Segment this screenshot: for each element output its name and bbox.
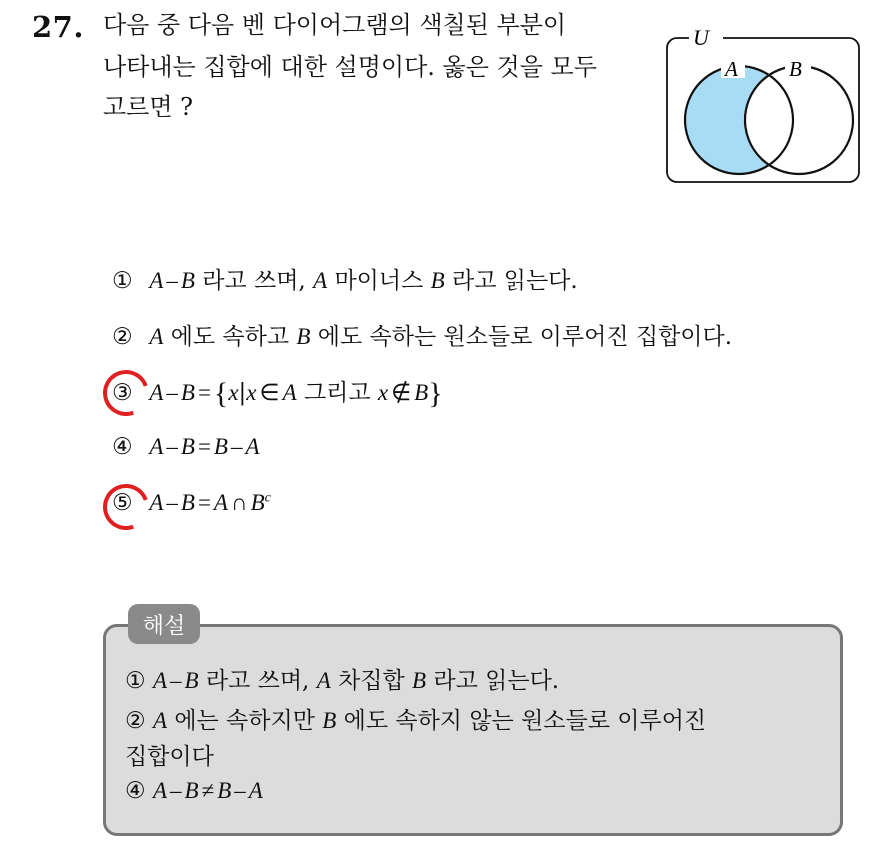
- math-var: A: [282, 380, 297, 405]
- choice-marker: ⑤: [112, 490, 133, 516]
- choice-text: 마이너스: [334, 268, 424, 294]
- math-var: A: [316, 668, 331, 693]
- choice-text: 라고 읽는다.: [452, 268, 578, 294]
- math-op: |: [238, 380, 247, 406]
- math-op: =: [197, 434, 211, 459]
- explanation-text: 에는 속하지만: [174, 708, 315, 734]
- math-var: B: [414, 380, 429, 405]
- math-var: x: [377, 380, 389, 405]
- math-var: A: [149, 490, 164, 515]
- math-op: –: [230, 434, 243, 459]
- choice-marker: ②: [125, 708, 146, 734]
- explanation-title: 해설: [128, 604, 200, 644]
- math-var: B: [180, 490, 195, 515]
- question-text-line-3: 고르면 ?: [103, 93, 194, 121]
- choice-text: 에도 속하고: [170, 324, 290, 350]
- choice-marker: ③: [112, 380, 133, 406]
- math-var: B: [412, 668, 427, 693]
- math-var: B: [296, 324, 311, 349]
- choice-4[interactable]: [112, 434, 260, 460]
- math-op: –: [166, 490, 178, 515]
- math-var: x: [246, 380, 257, 405]
- math-var: B: [217, 778, 232, 803]
- question-number: 27.: [32, 10, 84, 44]
- math-op: –: [166, 380, 178, 405]
- math-var: B: [180, 380, 195, 405]
- explanation-text: 차집합: [338, 668, 405, 694]
- question-text-line-2: 나타내는 집합에 대한 설명이다. 옳은 것을 모두: [103, 53, 597, 81]
- choice-marker: ④: [125, 778, 146, 804]
- math-var: A: [149, 268, 164, 293]
- set-a-label: A: [725, 57, 738, 81]
- explanation-text: 라고 읽는다.: [433, 668, 560, 694]
- math-superscript: c: [264, 490, 271, 506]
- math-op: ∩: [230, 490, 248, 515]
- math-var: B: [184, 778, 199, 803]
- explanation-text: 집합이다: [125, 744, 214, 770]
- math-op: ∉: [391, 380, 412, 405]
- universe-label: U: [693, 25, 709, 50]
- question-text-line-1: 다음 중 다음 벤 다이어그램의 색칠된 부분이: [103, 11, 567, 39]
- math-var: B: [322, 708, 337, 733]
- choice-text: 그리고: [303, 380, 371, 406]
- choice-marker: ①: [125, 668, 146, 694]
- explanation-line-3: [125, 738, 214, 771]
- explanation-text: 에도 속하지 않는 원소들로 이루어진: [343, 708, 707, 734]
- choice-1[interactable]: [112, 262, 578, 295]
- math-op: –: [170, 778, 182, 803]
- set-b-label: B: [789, 57, 802, 81]
- math-var: A: [152, 778, 167, 803]
- math-op: –: [170, 668, 182, 693]
- explanation-text: 라고 쓰며,: [205, 668, 310, 694]
- math-op: =: [197, 380, 211, 405]
- math-var: B: [180, 268, 195, 293]
- math-var: x: [228, 380, 239, 405]
- math-op: –: [234, 778, 246, 803]
- math-var: B: [250, 490, 265, 515]
- math-var: B: [430, 268, 445, 293]
- math-var: B: [180, 434, 195, 459]
- math-var: A: [152, 708, 167, 733]
- choice-2[interactable]: [112, 318, 732, 351]
- math-var: A: [248, 778, 263, 803]
- choice-marker: ④: [112, 434, 133, 460]
- math-var: A: [245, 434, 260, 459]
- math-var: A: [152, 668, 167, 693]
- math-brace: }: [428, 377, 443, 410]
- math-var: B: [213, 434, 228, 459]
- math-var: A: [149, 380, 164, 405]
- choice-text: 라고 쓰며,: [202, 268, 306, 294]
- choice-text: 에도 속하는 원소들로 이루어진 집합이다.: [317, 324, 733, 350]
- math-var: A: [213, 490, 228, 515]
- math-op: ∈: [259, 380, 280, 405]
- choice-marker: ②: [112, 324, 133, 350]
- math-op: ≠: [201, 778, 215, 803]
- choice-5[interactable]: [112, 490, 271, 516]
- explanation-line-2: [125, 702, 706, 735]
- choice-3[interactable]: [112, 374, 443, 411]
- venn-diagram: [663, 22, 863, 187]
- explanation-line-4: [125, 778, 263, 804]
- math-var: A: [149, 324, 164, 349]
- math-brace: {: [213, 377, 229, 410]
- choice-marker: ①: [112, 268, 133, 294]
- math-var: A: [313, 268, 328, 293]
- math-op: –: [166, 268, 178, 293]
- math-op: =: [197, 490, 211, 515]
- math-op: –: [166, 434, 178, 459]
- explanation-line-1: [125, 662, 559, 695]
- math-var: B: [184, 668, 199, 693]
- math-var: A: [149, 434, 164, 459]
